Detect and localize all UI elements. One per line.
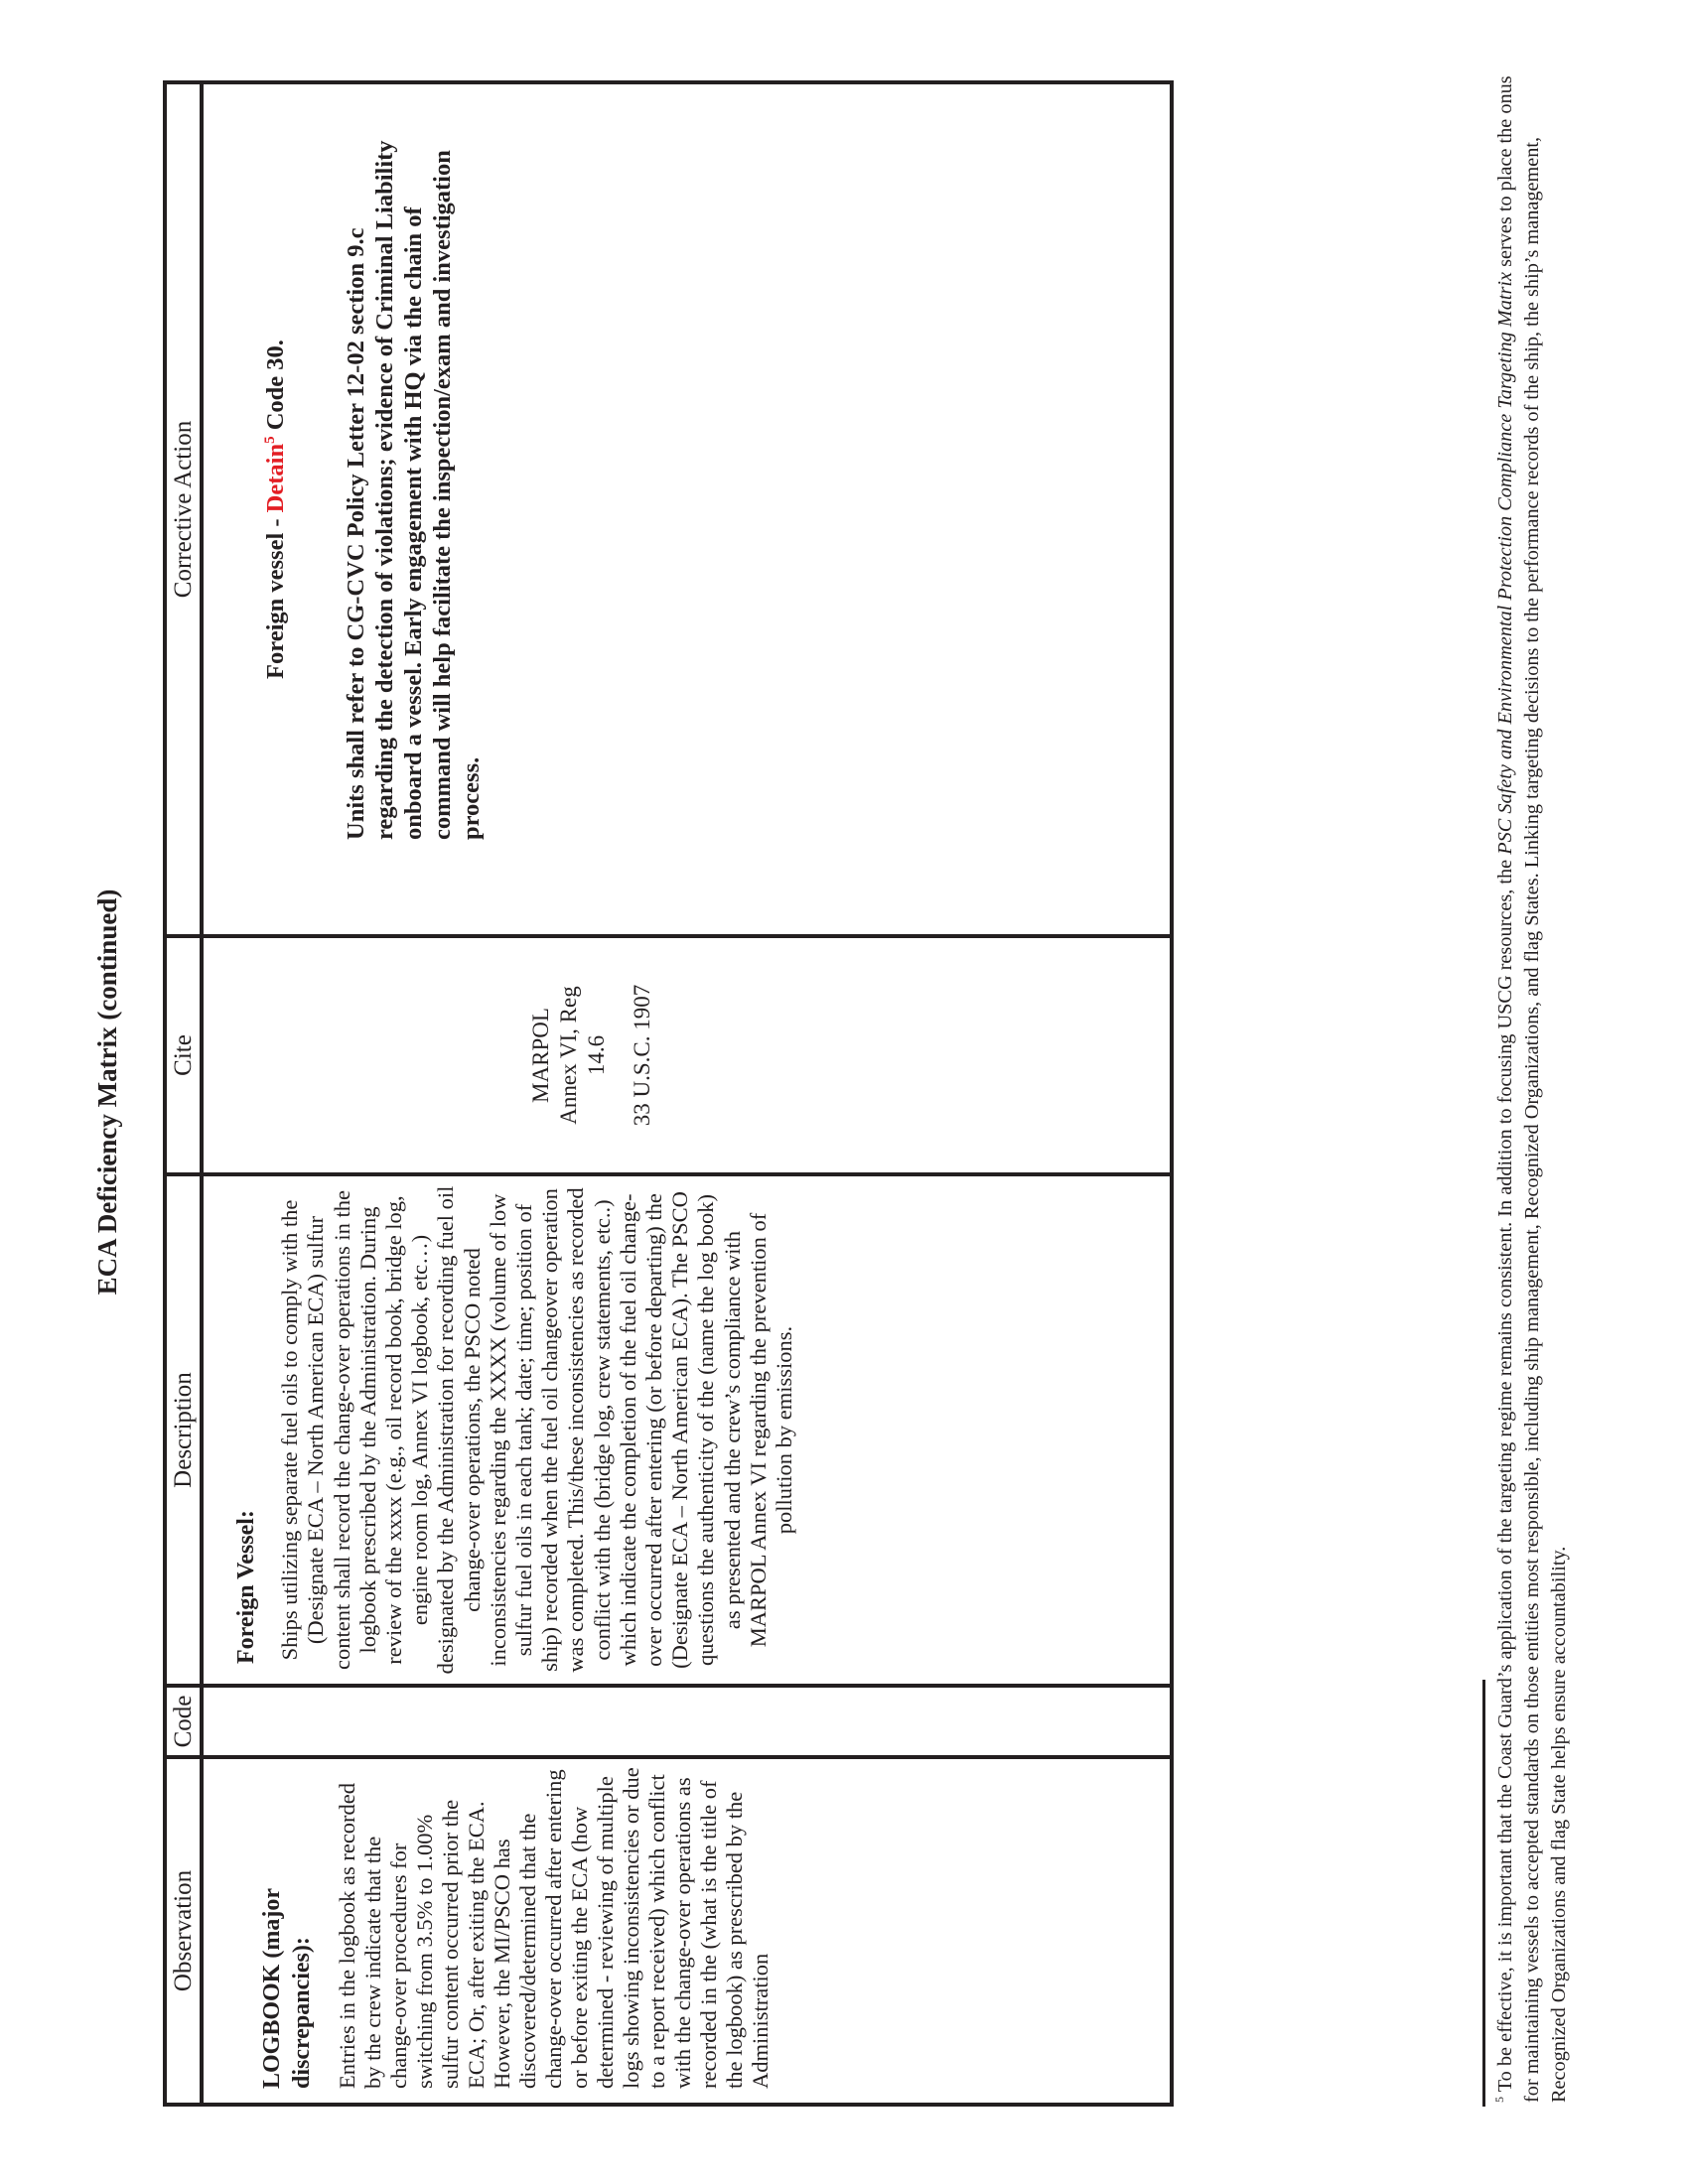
header-observation: Observation	[165, 1757, 202, 2105]
corrective-action-cell	[202, 82, 1172, 936]
code-cell	[202, 1686, 1172, 1757]
eca-deficiency-table	[163, 80, 1174, 2107]
header-corrective-action: Corrective Action	[165, 82, 202, 936]
description-body: Ships utilizing separate fuel oils to comply with the (Designate ECA – North American ECA) sulfur content shall record the change-over operations in the logbook prescribed by the Administration. During review of the xxxx (e.g., oil record book, bridge log, engine room log, Annex VI logbook, etc…) designated by the Administration for recording fuel oil change-over operations, the PSCO noted inconsistencies regarding the XXXX (volume of low sulfur fuel oils in each tank; date; time; position of ship) recorded when the fuel oil changeover operation was completed. This/these inconsistencies as recorded conflict with the (bridge log, crew statements, etc..) which indicate the completion of the fuel oil change-over occurred after entering (or before departing) the (Designate ECA – North American ECA). The PSCO questions the authenticity of the (name the log book) as presented and the crew’s compliance with MARPOL Annex VI regarding the prevention of pollution by emissions.	[277, 1185, 797, 1675]
page-title: ECA Deficiency Matrix (continued)	[92, 888, 122, 1296]
header-code: Code	[165, 1686, 202, 1757]
footnote-number: 5	[1492, 2097, 1507, 2103]
corrective-action-body: Units shall refer to CG-CVC Policy Letter 12-02 section 9.c regarding the detection of violations; evidence of Criminal Liability onboard a vessel. Early engagement with HQ via the chain of command will help facilitate the inspection/exam and investigation process.	[343, 140, 485, 840]
cite-marpol: MARPOL Annex VI, Reg 14.6	[528, 986, 609, 1125]
table-header-row	[165, 82, 202, 2105]
footnote-text-italic: PSC Safety and Environmental Protection Compliance Targeting Matrix	[1494, 271, 1516, 855]
detain-label: Detain	[262, 443, 289, 513]
footnote-separator	[1482, 1680, 1485, 2107]
observation-body: Entries in the logbook as recorded by the crew indicate that the change-over procedures for switching from 3.5% to 1.00% sulfur content occurred prior the ECA; Or, after exiting the ECA. However, the MI/PSCO has discovered/determined that the change-over occurred after entering or before exiting the ECA (how determined - reviewing of multiple logs showing inconsistencies or due to a report received) which conflict with the change-over operations as recorded in the (what is the title of the logbook) as prescribed by the Administration	[335, 1767, 773, 2089]
observation-cell	[202, 1757, 1172, 2105]
cite-cell	[202, 936, 1172, 1174]
cite-usc: 33 U.S.C. 1907	[630, 984, 654, 1127]
footnote-text-1: To be effective, it is important that the Coast Guard’s application of the targeting regime remains consistent. In addition to focusing USCG resources, the	[1494, 854, 1516, 2097]
footnote	[1492, 48, 1573, 2103]
observation-heading: LOGBOOK (major discrepancies):	[259, 1888, 315, 2089]
header-cite: Cite	[165, 936, 202, 1174]
corrective-action-code: Code 30.	[262, 340, 289, 437]
footnote-text-2: serves to place the onus for maintaining vessels to accepted standards on those entities most responsible, including ship management, Recognized Organizations, and flag States. Linking targeting decisions to the performance records of the ship, the ship’s management, Recognized Organizations and flag State helps ensure accountability.	[1494, 75, 1570, 2103]
header-description: Description	[165, 1174, 202, 1686]
table-row	[202, 82, 1172, 2105]
corrective-action-summary	[261, 124, 290, 840]
footnote-ref[interactable]: 5	[261, 436, 278, 444]
description-heading: Foreign Vessel:	[233, 1510, 259, 1664]
corrective-action-prefix: Foreign vessel -	[262, 512, 289, 679]
description-cell	[202, 1174, 1172, 1686]
